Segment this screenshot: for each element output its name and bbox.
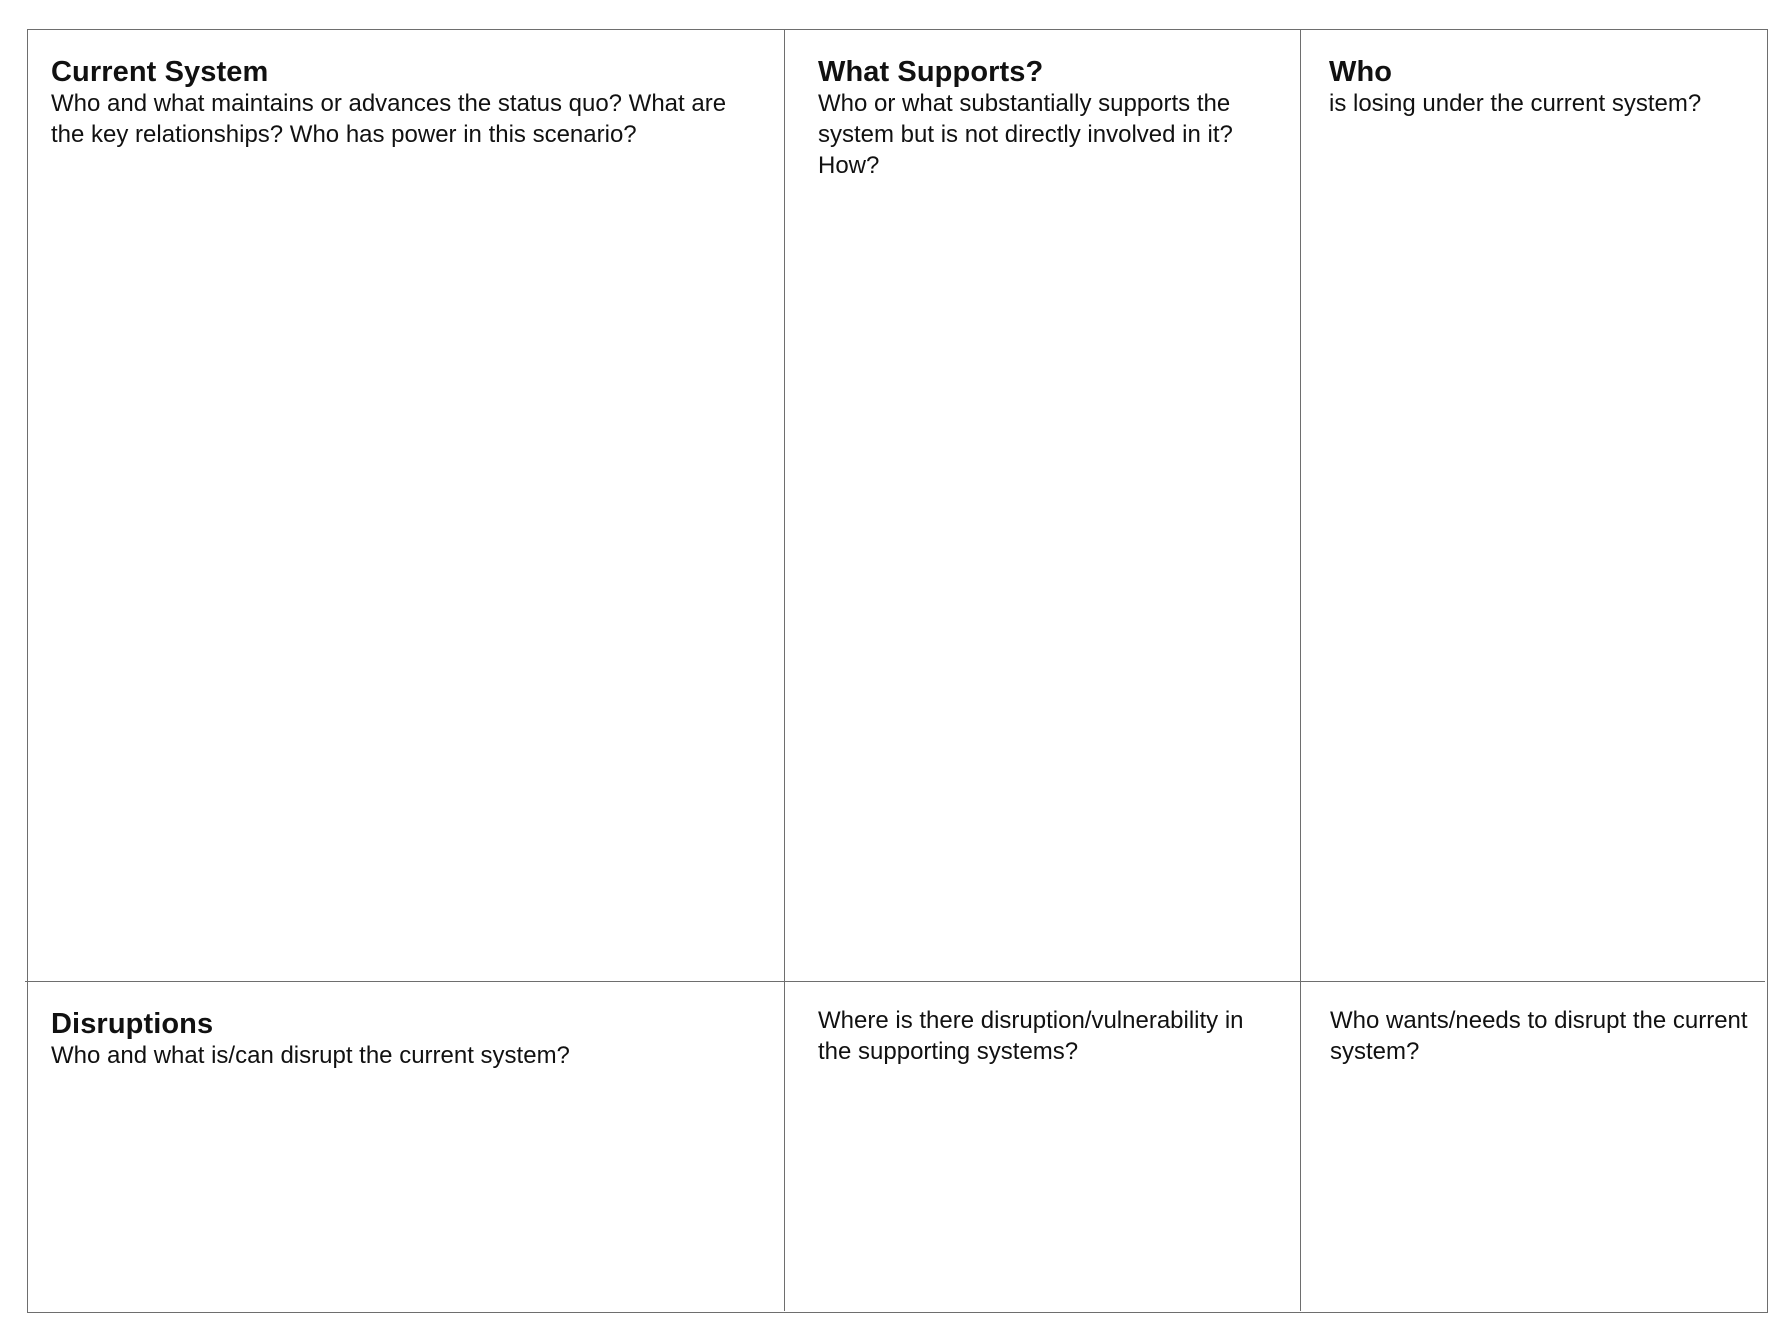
grid-divider-vertical-1 bbox=[784, 29, 785, 1311]
cell-prompt: Who and what is/can disrupt the current system? bbox=[51, 1042, 570, 1069]
cell-title: Current System bbox=[51, 56, 269, 88]
cell-current-system[interactable] bbox=[51, 56, 751, 150]
cell-prompt: Who or what substantially supports the system but is not directly involved in it? How? bbox=[818, 90, 1233, 179]
grid-divider-horizontal bbox=[25, 981, 1765, 982]
cell-prompt: Who and what maintains or advances the status quo? What are the key relationships? Who has power in this scenario? bbox=[51, 90, 727, 148]
cell-who-wants-disrupt[interactable] bbox=[1330, 1005, 1755, 1067]
grid-divider-vertical-2 bbox=[1300, 29, 1301, 1311]
worksheet-grid bbox=[27, 29, 1768, 1313]
cell-title: Disruptions bbox=[51, 1008, 214, 1040]
cell-title: Who bbox=[1329, 56, 1393, 88]
cell-what-supports[interactable] bbox=[818, 56, 1273, 181]
cell-who-losing[interactable] bbox=[1329, 56, 1754, 119]
cell-disruptions[interactable] bbox=[51, 1008, 751, 1071]
cell-prompt: Who wants/needs to disrupt the current system? bbox=[1330, 1007, 1748, 1065]
cell-prompt: Where is there disruption/vulnerability in the supporting systems? bbox=[818, 1007, 1244, 1065]
cell-prompt: is losing under the current system? bbox=[1329, 90, 1702, 117]
cell-title: What Supports? bbox=[818, 56, 1044, 88]
cell-supporting-vulnerability[interactable] bbox=[818, 1005, 1273, 1067]
